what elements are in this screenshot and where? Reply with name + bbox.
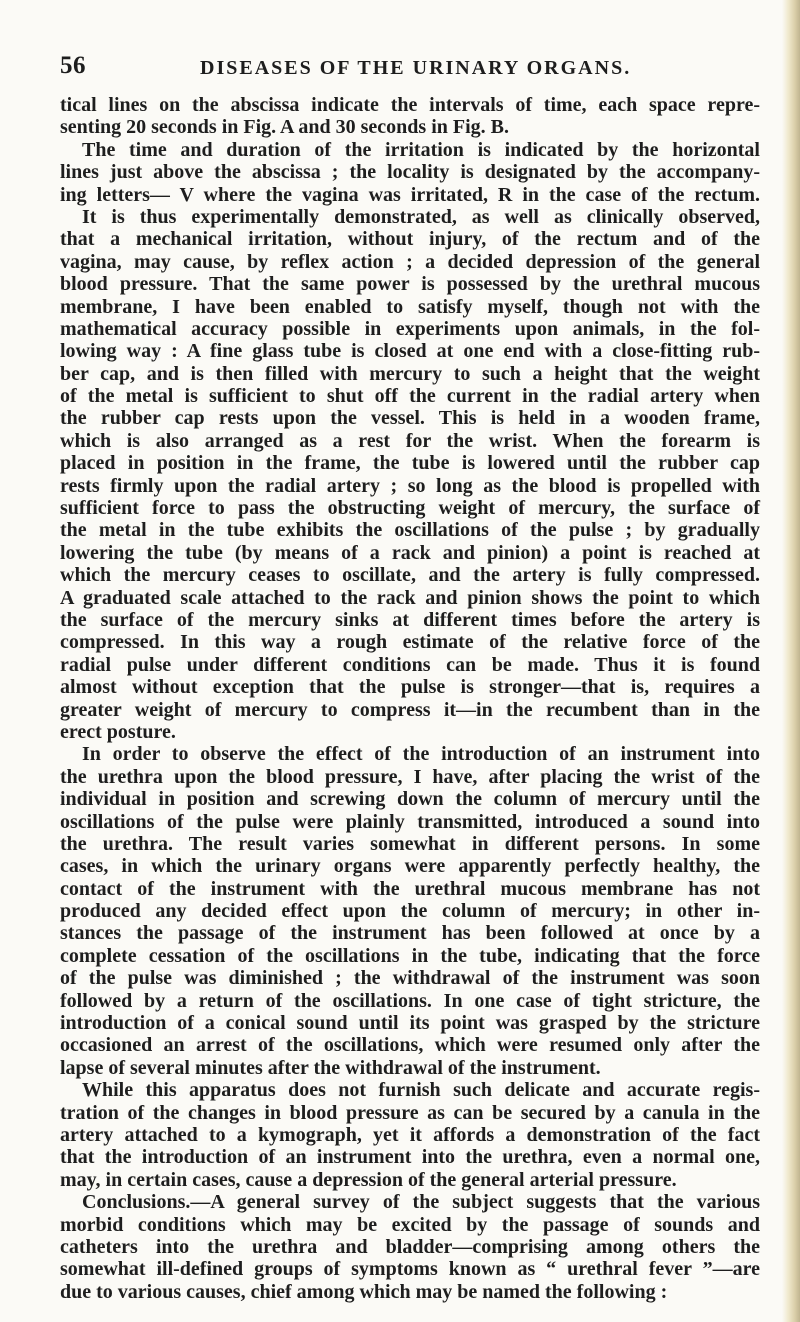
text-line: oscillations of the pulse were plainly transmitted, introduced a sound into xyxy=(60,810,760,833)
text-line: almost without exception that the pulse is stronger—that is, requires a xyxy=(60,676,760,699)
text-line: occasioned an arrest of the oscillations, which were resumed only after the xyxy=(60,1034,760,1057)
page-edge-shadow xyxy=(782,0,800,1322)
text-line: cases, in which the urinary organs were apparently perfectly healthy, the xyxy=(60,855,760,878)
text-line: contact of the instrument with the urethral mucous membrane has not xyxy=(60,877,760,900)
body-text xyxy=(60,94,760,1303)
text-line: the rubber cap rests upon the vessel. This is held in a wooden frame, xyxy=(60,407,760,430)
text-line: Conclusions.—A general survey of the subject suggests that the various xyxy=(82,1191,760,1214)
text-line: ber cap, and is then filled with mercury to such a height that the weight xyxy=(60,362,760,385)
text-line: mathematical accuracy possible in experiments upon animals, in the fol- xyxy=(60,317,760,340)
text-line: produced any decided effect upon the column of mercury; in other in- xyxy=(60,900,760,923)
text-line: the metal in the tube exhibits the oscillations of the pulse ; by gradually xyxy=(60,519,760,542)
text-line: the surface of the mercury sinks at different times before the artery is xyxy=(60,608,760,631)
text-line: lowering the tube (by means of a rack and pinion) a point is reached at xyxy=(60,541,760,564)
text-line: compressed. In this way a rough estimate of the relative force of the xyxy=(60,631,760,654)
text-line: lines just above the abscissa ; the locality is designated by the accompany- xyxy=(60,161,760,184)
text-line: individual in position and screwing down the column of mercury until the xyxy=(60,788,760,811)
text-line: catheters into the urethra and bladder—comprising among others the xyxy=(60,1235,760,1258)
text-line: lapse of several minutes after the withdrawal of the instrument. xyxy=(60,1056,601,1079)
text-line: It is thus experimentally demonstrated, as well as clinically observed, xyxy=(82,205,760,228)
text-line: membrane, I have been enabled to satisfy myself, though not with the xyxy=(60,295,760,318)
text-line: artery attached to a kymograph, yet it affords a demonstration of the fact xyxy=(60,1123,760,1146)
text-line: introduction of a conical sound until its point was grasped by the stricture xyxy=(60,1012,760,1035)
text-line: In order to observe the effect of the introduction of an instrument into xyxy=(82,743,760,766)
text-line: senting 20 seconds in Fig. A and 30 seconds in Fig. B. xyxy=(60,116,509,139)
text-line: complete cessation of the oscillations in the tube, indicating that the force xyxy=(60,944,760,967)
text-line: which is also arranged as a rest for the wrist. When the forearm is xyxy=(60,429,760,452)
text-line: vagina, may cause, by reflex action ; a decided depression of the general xyxy=(60,250,760,273)
text-line: tration of the changes in blood pressure as can be secured by a canula in the xyxy=(60,1101,760,1124)
text-line: followed by a return of the oscillations. In one case of tight stricture, the xyxy=(60,989,760,1012)
text-line: radial pulse under different conditions can be made. Thus it is found xyxy=(60,653,760,676)
text-line: may, in certain cases, cause a depression of the general arterial pressure. xyxy=(60,1168,677,1191)
text-line: sufficient force to pass the obstructing weight of mercury, the surface of xyxy=(60,497,760,520)
text-line: The time and duration of the irritation is indicated by the horizontal xyxy=(82,138,760,161)
running-head: DISEASES OF THE URINARY ORGANS. xyxy=(200,57,632,79)
text-line: lowing way : A fine glass tube is closed at one end with a close-fitting rub- xyxy=(60,340,760,363)
text-line: of the pulse was diminished ; the withdrawal of the instrument was soon xyxy=(60,967,760,990)
text-line: tical lines on the abscissa indicate the intervals of time, each space repre- xyxy=(60,94,760,116)
text-line: due to various causes, chief among which may be named the following : xyxy=(60,1280,668,1303)
text-line: the urethra upon the blood pressure, I have, after placing the wrist of the xyxy=(60,765,760,788)
text-line: A graduated scale attached to the rack and pinion shows the point to which xyxy=(60,586,760,609)
text-line: that the introduction of an instrument into the urethra, even a normal one, xyxy=(60,1146,760,1169)
text-line: ing letters— V where the vagina was irritated, R in the case of the rectum. xyxy=(60,183,760,206)
text-line: that a mechanical irritation, without injury, of the rectum and of the xyxy=(60,228,760,251)
text-line: rests firmly upon the radial artery ; so long as the blood is propelled with xyxy=(60,474,760,497)
page-header xyxy=(60,52,750,92)
text-line: the urethra. The result varies somewhat in different persons. In some xyxy=(60,832,760,855)
text-line: While this apparatus does not furnish such delicate and accurate regis- xyxy=(82,1079,760,1102)
text-line: which the mercury ceases to oscillate, and the artery is fully compressed. xyxy=(60,564,760,587)
text-line: somewhat ill-defined groups of symptoms known as “ urethral fever ”—are xyxy=(60,1258,760,1281)
page-number: 56 xyxy=(60,52,86,79)
text-line: erect posture. xyxy=(60,720,176,743)
text-line: of the metal is sufficient to shut off the current in the radial artery when xyxy=(60,385,760,408)
text-line: stances the passage of the instrument has been followed at once by a xyxy=(60,922,760,945)
text-line: greater weight of mercury to compress it—in the recumbent than in the xyxy=(60,698,760,721)
text-line: morbid conditions which may be excited by the passage of sounds and xyxy=(60,1213,760,1236)
text-line: blood pressure. That the same power is possessed by the urethral mucous xyxy=(60,273,760,296)
text-line: placed in position in the frame, the tube is lowered until the rubber cap xyxy=(60,452,760,475)
